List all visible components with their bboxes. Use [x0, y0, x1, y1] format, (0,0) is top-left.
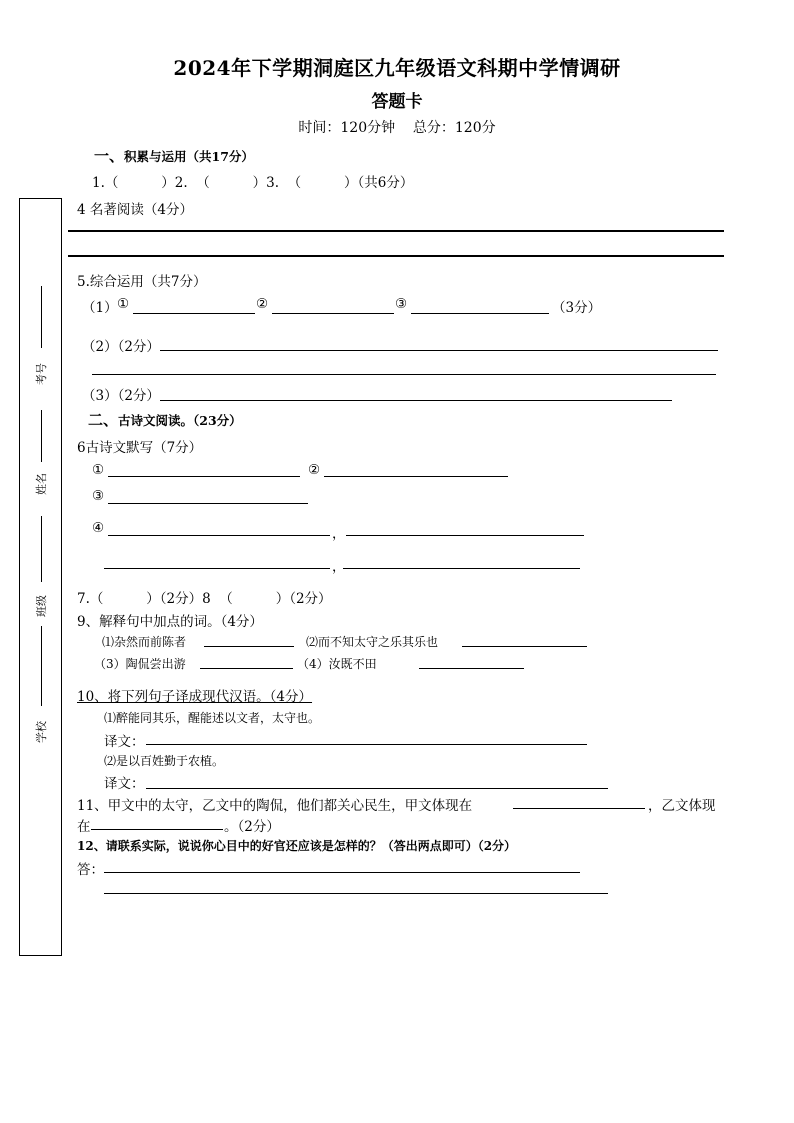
question-12-text: 12、请联系实际，说说你心目中的好官还应该是怎样的？（答出两点即可）（2分）: [77, 839, 517, 853]
question-5-1-blank-2[interactable]: [272, 313, 394, 314]
question-1-3[interactable]: 1.（ ）2. （ ）3. （ ）（共6分）: [92, 175, 414, 191]
question-6-circle-4: ④: [92, 520, 105, 536]
question-9-4-blank[interactable]: [419, 668, 524, 669]
student-name-label: 姓名: [35, 473, 48, 495]
question-6-blank-1[interactable]: [108, 476, 300, 477]
question-9-2-blank[interactable]: [462, 646, 587, 647]
question-5-1-score: （3分）: [552, 300, 602, 316]
exam-id-line[interactable]: [41, 286, 42, 348]
question-12-line-2[interactable]: [104, 893, 608, 894]
question-4-label: 4 名著阅读（4分）: [77, 202, 193, 218]
question-9-1-blank[interactable]: [204, 646, 294, 647]
question-5-2-line-2[interactable]: [92, 374, 716, 375]
question-10-2-translation-label: 译文：: [104, 776, 145, 792]
school-label: 学校: [35, 721, 48, 743]
question-5-1-circle-2: ②: [256, 296, 269, 312]
question-10-2-translation-line[interactable]: [146, 788, 608, 789]
student-name-line[interactable]: [41, 410, 42, 462]
question-10-1-text: ⑴醉能同其乐，醒能述以文者，太守也。: [104, 711, 321, 725]
exam-meta: 时间：120分钟 总分：120分: [298, 120, 496, 136]
question-4-line-2[interactable]: [68, 255, 724, 257]
question-6-blank-4a[interactable]: [108, 535, 330, 536]
question-5-2-label: （2）（2分）: [82, 339, 160, 355]
question-9-label: 9、解释句中加点的词。（4分）: [77, 614, 263, 630]
question-4-line-1[interactable]: [68, 230, 724, 232]
section-1-number: 一、: [94, 147, 125, 165]
question-5-2-line-1[interactable]: [160, 350, 718, 351]
question-5-3-label: （3）（2分）: [82, 388, 160, 404]
question-5-label: 5.综合运用（共7分）: [77, 274, 207, 290]
question-11-blank-1[interactable]: [513, 808, 645, 809]
question-10-1-translation-line[interactable]: [146, 744, 587, 745]
question-9-2-text: ⑵而不知太守之乐其乐也: [306, 635, 439, 649]
question-5-1-blank-3[interactable]: [411, 313, 549, 314]
question-12-answer-label: 答：: [77, 862, 104, 878]
question-9-3-text: （3）陶侃尝出游: [94, 657, 186, 671]
school-line[interactable]: [41, 626, 42, 706]
question-6-circle-2: ②: [308, 462, 321, 478]
page-title: 2024年下学期洞庭区九年级语文科期中学情调研: [173, 56, 621, 80]
section-1-heading: [94, 145, 254, 166]
exam-id-label: 考号: [35, 363, 48, 385]
section-2-heading: [88, 409, 242, 430]
question-6-circle-3: ③: [92, 488, 105, 504]
question-6-circle-1: ①: [92, 462, 105, 478]
question-12-line-1[interactable]: [104, 872, 580, 873]
class-line[interactable]: [41, 516, 42, 582]
question-10-label: 10、将下列句子译成现代汉语。（4分）: [77, 689, 313, 705]
question-6-blank-3[interactable]: [108, 503, 308, 504]
question-11-text-d: 。（2分）: [224, 819, 280, 835]
question-11-text-b: ，乙文体现: [648, 798, 716, 814]
question-9-3-blank[interactable]: [200, 668, 293, 669]
question-5-3-line[interactable]: [160, 400, 672, 401]
question-11-text-c: 在: [77, 819, 91, 835]
question-6-comma-1: ，: [332, 526, 346, 542]
section-1-title: 积累与运用（共17分）: [124, 149, 254, 164]
question-10-2-text: ⑵是以百姓勤于农植。: [104, 754, 225, 768]
page-subtitle: 答题卡: [371, 92, 423, 112]
question-6-blank-4c[interactable]: [104, 568, 330, 569]
question-6-blank-4d[interactable]: [343, 568, 580, 569]
question-9-4-text: （4）汝既不田: [297, 657, 377, 671]
section-2-title: 古诗文阅读。（23分）: [118, 413, 242, 428]
question-5-1-label: （1）: [82, 300, 118, 316]
question-6-label: 6古诗文默写（7分）: [77, 440, 203, 456]
question-6-blank-4b[interactable]: [346, 535, 584, 536]
question-5-1-circle-1: ①: [117, 296, 130, 312]
question-7-8[interactable]: 7.（ ）（2分）8 （ ）（2分）: [77, 591, 332, 607]
question-10-1-translation-label: 译文：: [104, 734, 145, 750]
question-6-comma-2: ，: [332, 559, 346, 575]
question-9-1-text: ⑴杂然而前陈者: [102, 635, 187, 649]
question-6-blank-2[interactable]: [324, 476, 508, 477]
question-11-blank-2[interactable]: [91, 829, 223, 830]
question-5-1-circle-3: ③: [395, 296, 408, 312]
question-11-text-a: 11、甲文中的太守，乙文中的陶侃，他们都关心民生，甲文体现在: [77, 798, 473, 814]
class-label: 班级: [35, 595, 48, 617]
section-2-number: 二、: [88, 411, 119, 429]
question-5-1-blank-1[interactable]: [133, 313, 255, 314]
